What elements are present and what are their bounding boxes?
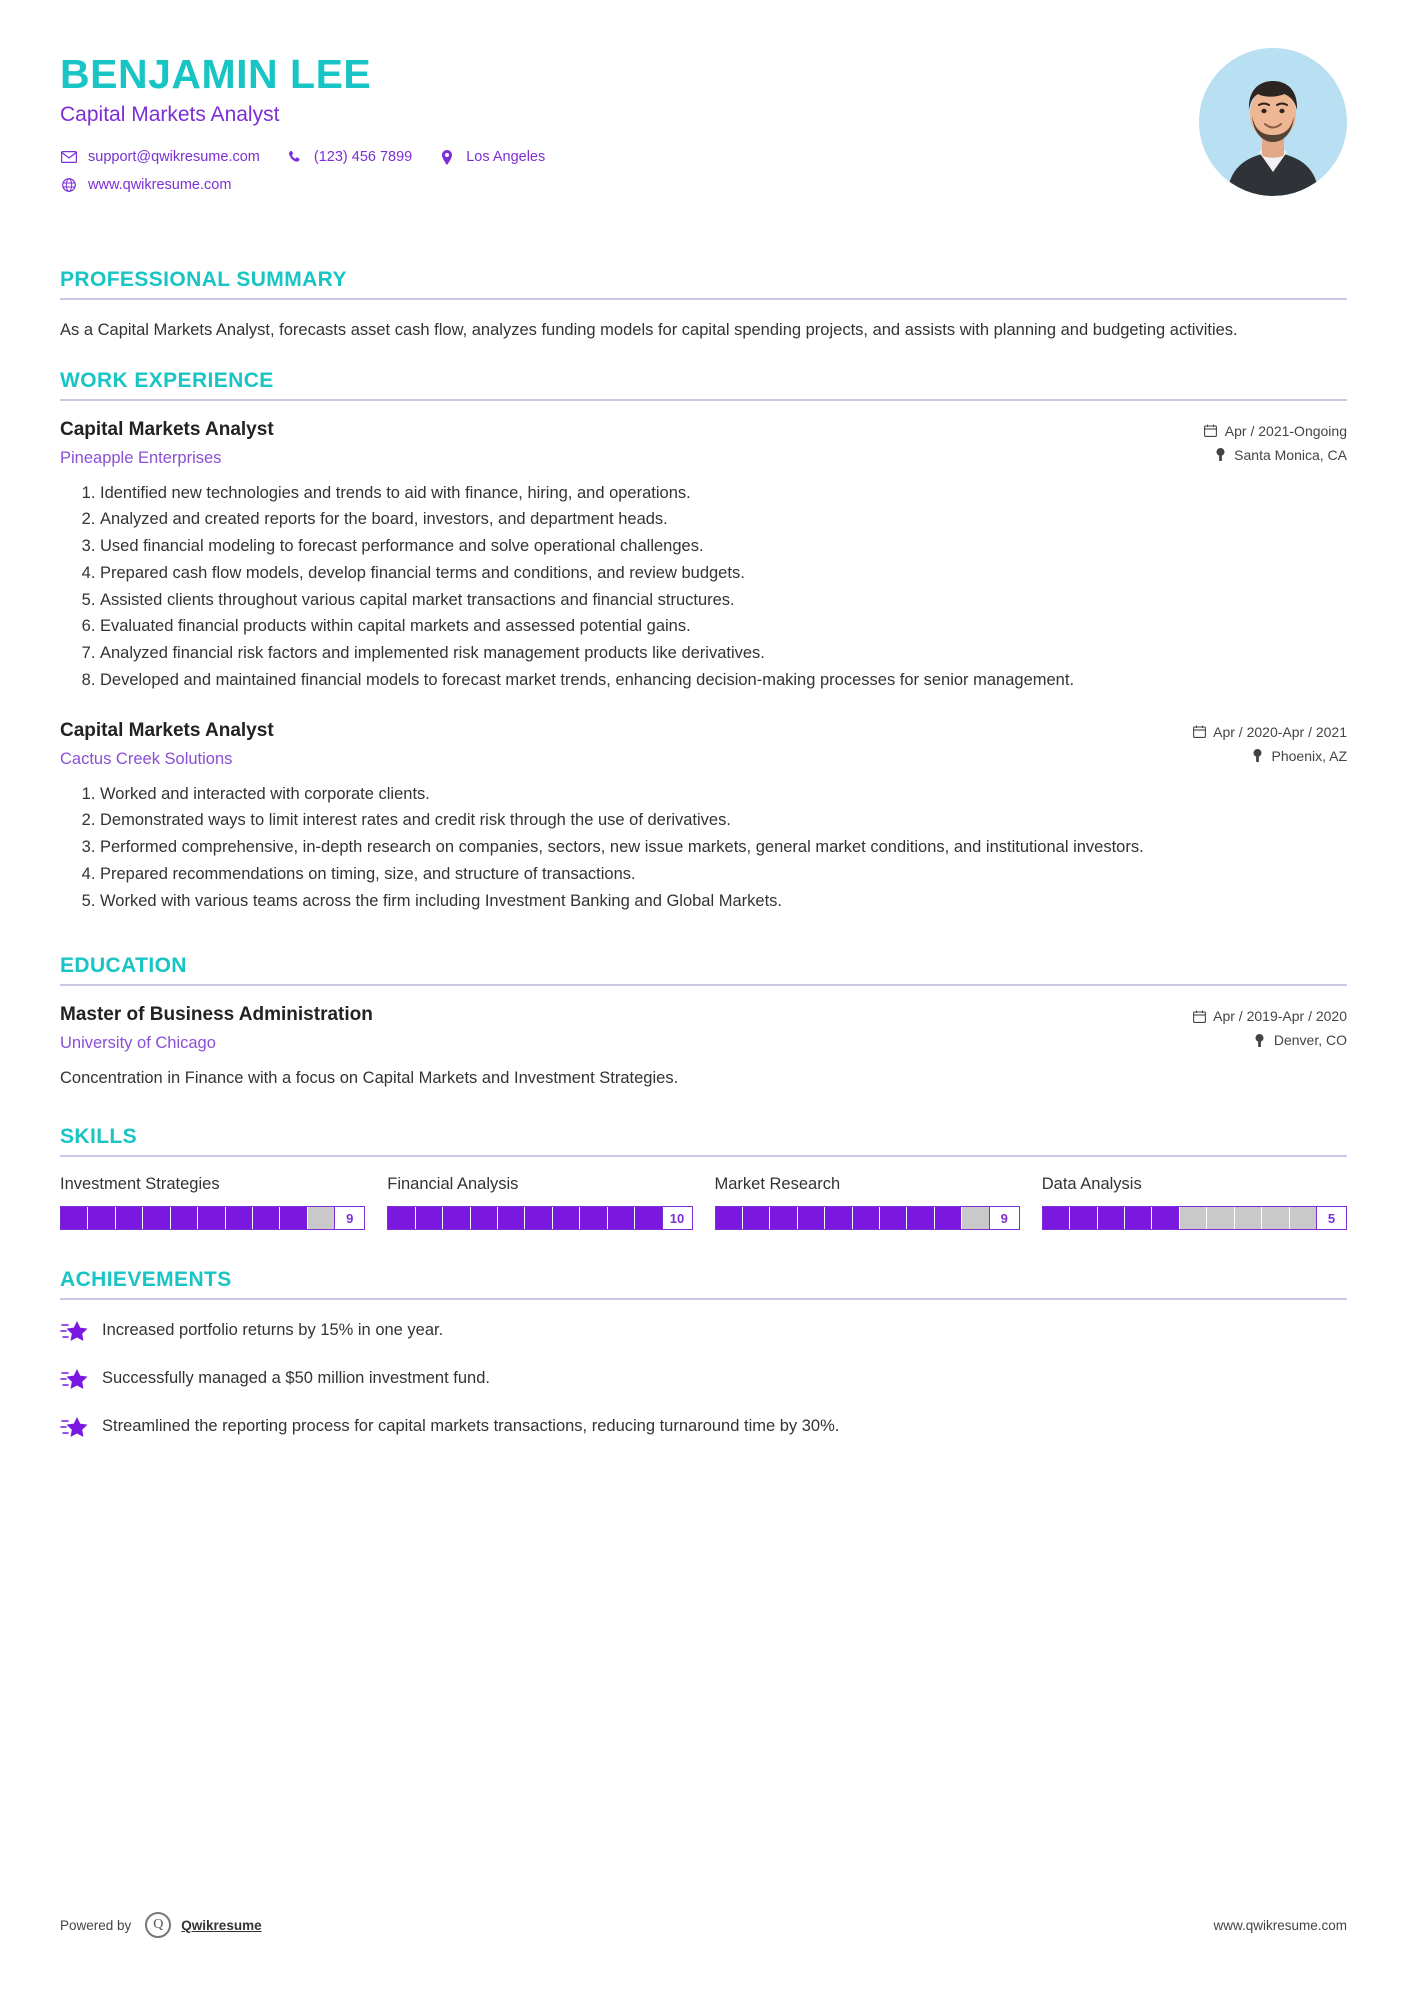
star-icon [60, 1318, 90, 1344]
section-skills [60, 1125, 1347, 1230]
skill-meter [387, 1206, 692, 1230]
contact-website-text: www.qwikresume.com [88, 177, 232, 194]
experience-entry [60, 720, 1347, 915]
skill-track [1043, 1207, 1316, 1229]
experience-company: Pineapple Enterprises [60, 448, 222, 467]
section-work-experience [60, 369, 1347, 915]
skill-score: 10 [662, 1207, 692, 1229]
list-item: 3. Performed comprehensive, in-depth research on companies, sectors, new issue markets, general market conditions, and institutional investors. [100, 835, 1347, 861]
experience-location [1192, 748, 1347, 764]
skills-grid [60, 1175, 1347, 1230]
map-marker-icon [1213, 448, 1227, 462]
skill-item [1042, 1175, 1347, 1230]
contact-row-secondary [60, 177, 1347, 193]
globe-icon [60, 177, 78, 193]
skill-ticks [716, 1207, 989, 1229]
phone-icon [286, 149, 304, 165]
experience-entry [60, 419, 1347, 694]
list-item: 4. Prepared cash flow models, develop financial terms and conditions, and review budgets. [100, 561, 1347, 587]
skill-meter [715, 1206, 1020, 1230]
page-footer [60, 1912, 1347, 1938]
map-marker-icon [1253, 1033, 1267, 1047]
education-entry [60, 1004, 1347, 1091]
achievement-text: Increased portfolio returns by 15% in one year. [102, 1321, 444, 1340]
location-pin-icon [438, 149, 456, 165]
section-title-skills: SKILLS [60, 1125, 138, 1149]
education-dates-text: Apr / 2019-Apr / 2020 [1213, 1008, 1347, 1025]
list-item: 7. Analyzed financial risk factors and implemented risk management products like derivatives. [100, 641, 1347, 667]
section-title-achievements: ACHIEVEMENTS [60, 1268, 232, 1292]
contact-location-text: Los Angeles [466, 149, 546, 166]
experience-bullets [60, 782, 1347, 915]
contact-email-text: support@qwikresume.com [88, 149, 260, 166]
section-professional-summary [60, 268, 1347, 343]
summary-text: As a Capital Markets Analyst, forecasts asset cash flow, analyzes funding models for capital spending projects, and assists with planning and budgeting activities. [60, 321, 1238, 339]
section-title-education: EDUCATION [60, 954, 187, 978]
skill-track [61, 1207, 334, 1229]
calendar-icon [1204, 424, 1218, 438]
calendar-icon [1192, 1009, 1206, 1023]
skill-meter [1042, 1206, 1347, 1230]
qwikresume-logo-icon: Q [145, 1912, 171, 1938]
list-item: 3. Used financial modeling to forecast performance and solve operational challenges. [100, 534, 1347, 560]
section-divider [60, 984, 1347, 986]
experience-dates [1192, 724, 1347, 740]
skill-label: Investment Strategies [60, 1175, 220, 1194]
list-item: 5. Worked with various teams across the firm including Investment Banking and Global Markets. [100, 889, 1347, 915]
section-title-summary: PROFESSIONAL SUMMARY [60, 268, 347, 291]
achievement-item [60, 1366, 1347, 1392]
section-divider [60, 399, 1347, 401]
list-item: 6. Evaluated financial products within capital markets and assessed potential gains. [100, 614, 1347, 640]
calendar-icon [1192, 725, 1206, 739]
resume-header [60, 52, 1347, 242]
achievement-text: Successfully managed a $50 million investment fund. [102, 1369, 490, 1388]
achievement-item [60, 1318, 1347, 1344]
profile-photo-illustration [1199, 48, 1347, 196]
experience-role: Capital Markets Analyst [60, 719, 274, 741]
experience-dates-text: Apr / 2020-Apr / 2021 [1213, 723, 1347, 740]
list-item: 2. Demonstrated ways to limit interest rates and credit risk through the use of derivatives. [100, 808, 1347, 834]
skill-label: Data Analysis [1041, 1175, 1142, 1194]
experience-dates [1204, 423, 1347, 439]
powered-by-label: Powered by [60, 1917, 132, 1933]
page-title: BENJAMIN LEE [60, 51, 372, 97]
education-degree: Master of Business Administration [60, 1004, 373, 1026]
skill-label: Market Research [714, 1175, 841, 1194]
achievement-item [60, 1414, 1347, 1440]
experience-dates-text: Apr / 2021-Ongoing [1224, 422, 1347, 439]
contact-email[interactable] [60, 149, 260, 165]
skill-item [60, 1175, 365, 1230]
list-item: 2. Analyzed and created reports for the board, investors, and department heads. [100, 507, 1347, 533]
section-education [60, 954, 1347, 1091]
job-title: Capital Markets Analyst [60, 103, 280, 127]
education-location-text: Denver, CO [1273, 1032, 1347, 1049]
skill-track [716, 1207, 989, 1229]
map-marker-icon [1251, 749, 1265, 763]
list-item: 1. Worked and interacted with corporate clients. [100, 782, 1347, 808]
contact-row-primary [60, 149, 1347, 165]
skill-ticks [61, 1207, 334, 1229]
list-item: 5. Assisted clients throughout various capital market transactions and financial structures. [100, 588, 1347, 614]
list-item: 1. Identified new technologies and trends to aid with finance, hiring, and operations. [100, 481, 1347, 507]
section-title-experience: WORK EXPERIENCE [60, 368, 274, 392]
experience-bullets [60, 481, 1347, 694]
education-location [1192, 1032, 1347, 1048]
envelope-icon [60, 149, 78, 165]
experience-role: Capital Markets Analyst [60, 418, 274, 440]
contact-phone-text: (123) 456 7899 [313, 149, 413, 166]
list-item: 4. Prepared recommendations on timing, size, and structure of transactions. [100, 862, 1347, 888]
skill-score: 9 [989, 1207, 1019, 1229]
education-description: Concentration in Finance with a focus on Capital Markets and Investment Strategies. [60, 1069, 679, 1088]
avatar [1199, 48, 1347, 196]
brand-name[interactable]: Qwikresume [181, 1917, 262, 1933]
section-divider [60, 1155, 1347, 1157]
star-icon [60, 1414, 90, 1440]
skill-ticks [1043, 1207, 1316, 1229]
list-item: 8. Developed and maintained financial models to forecast market trends, enhancing decision-making processes for senior management. [100, 668, 1347, 694]
education-dates [1192, 1008, 1347, 1024]
section-achievements [60, 1268, 1347, 1440]
education-school: University of Chicago [60, 1034, 216, 1053]
footer-brand-group [60, 1912, 262, 1938]
experience-company: Cactus Creek Solutions [60, 749, 233, 768]
skill-score: 5 [1316, 1207, 1346, 1229]
skill-item [715, 1175, 1020, 1230]
skill-ticks [388, 1207, 661, 1229]
skill-label: Financial Analysis [387, 1175, 519, 1194]
contact-website[interactable] [60, 177, 231, 193]
skill-meter [60, 1206, 365, 1230]
section-divider [60, 298, 1347, 300]
experience-location [1204, 447, 1347, 463]
contact-location [438, 149, 545, 165]
skill-item [387, 1175, 692, 1230]
star-icon [60, 1366, 90, 1392]
skill-score: 9 [334, 1207, 364, 1229]
achievement-text: Streamlined the reporting process for capital markets transactions, reducing turnaround time by 30%. [102, 1417, 840, 1436]
experience-location-text: Santa Monica, CA [1234, 446, 1347, 463]
skill-track [388, 1207, 661, 1229]
section-divider [60, 1298, 1347, 1300]
contact-phone[interactable] [286, 149, 412, 165]
experience-location-text: Phoenix, AZ [1271, 747, 1347, 764]
footer-url[interactable]: www.qwikresume.com [1213, 1917, 1347, 1933]
